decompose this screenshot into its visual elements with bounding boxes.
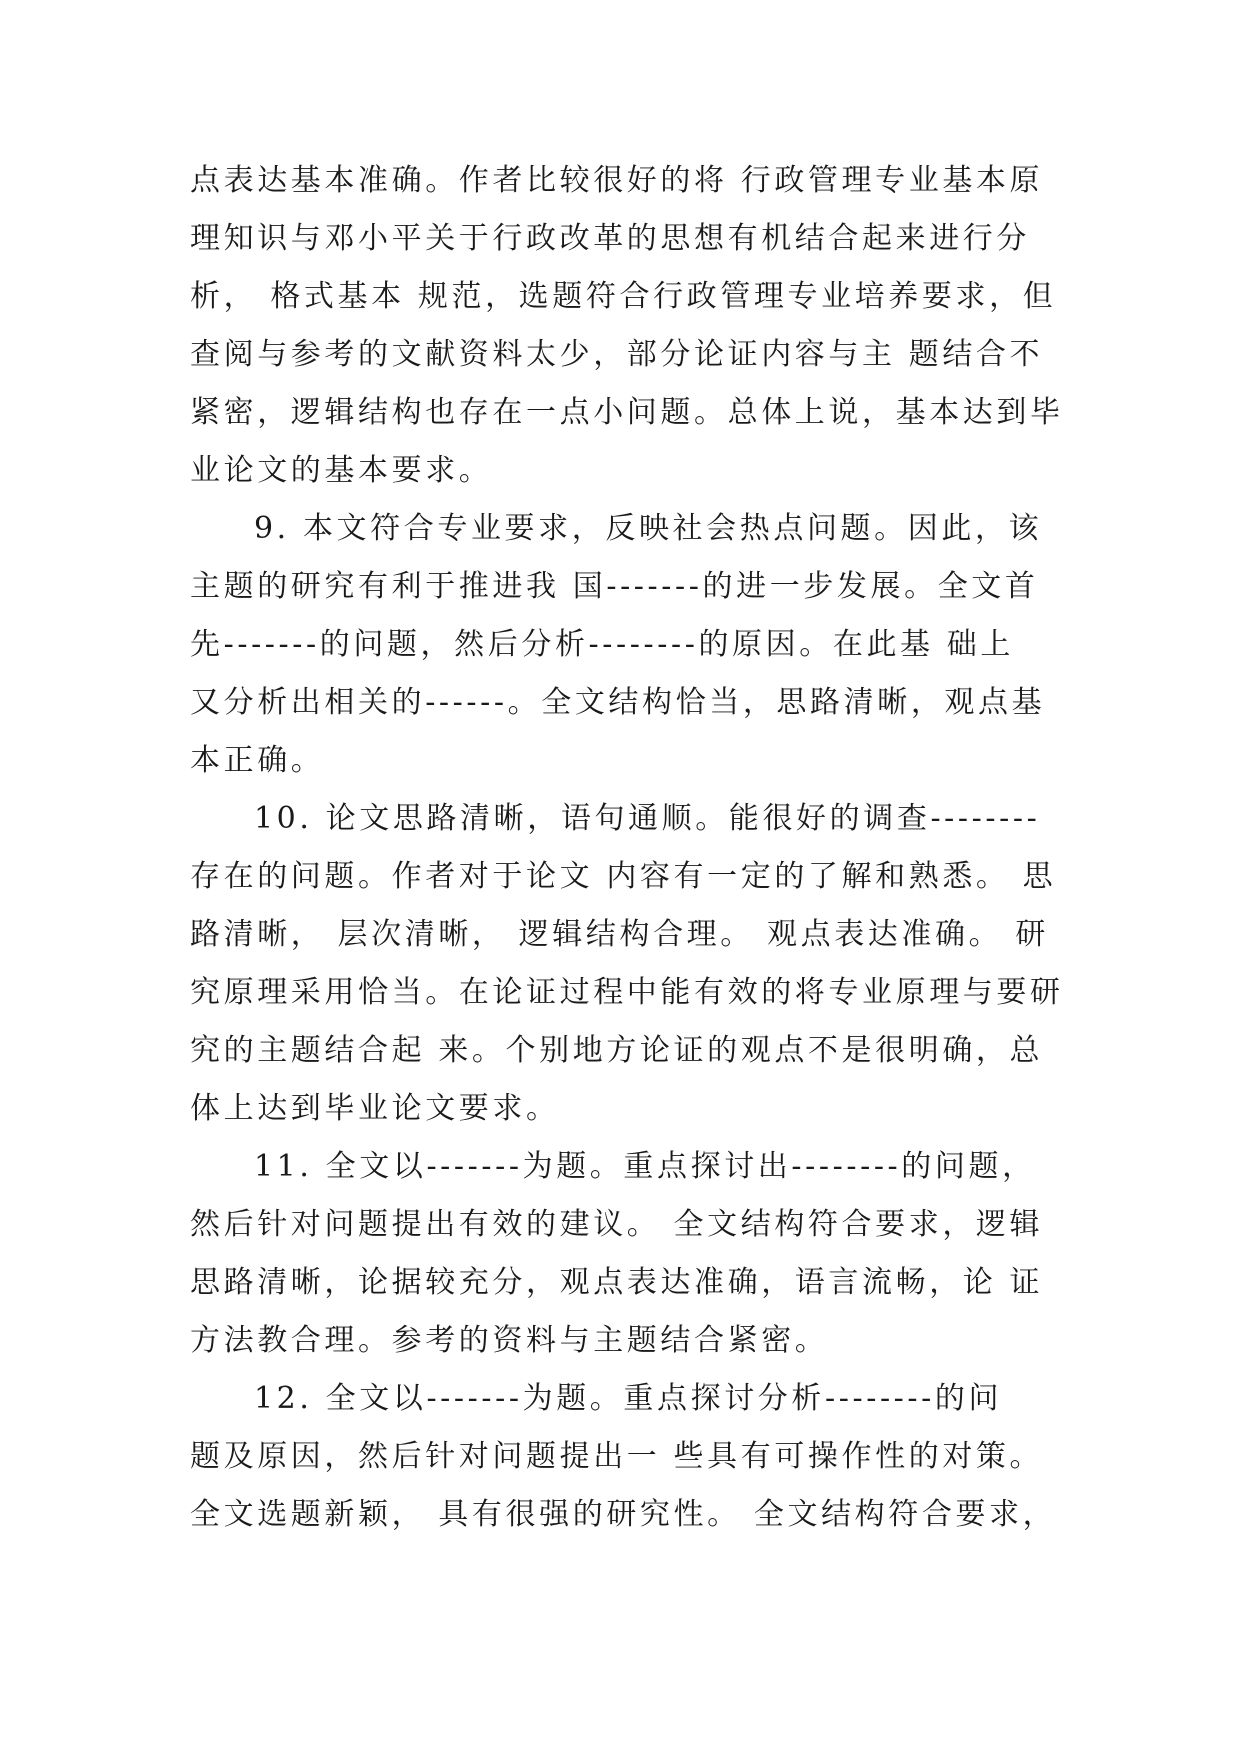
text-line: 查阅与参考的文献资料太少，部分论证内容与主 题结合不 [190,337,1044,372]
text-line: 先-------的问题，然后分析--------的原因。在此基 础上 [190,627,1014,662]
text-line: 究的主题结合起 来。个别地方论证的观点不是很明确，总 [190,1033,1044,1068]
text-line: 10. 论文思路清晰，语句通顺。能很好的调查-------- [254,801,1041,836]
text-line: 存在的问题。作者对于论文 内容有一定的了解和熟悉。 思 [190,859,1057,894]
text-line: 11. 全文以-------为题。重点探讨出--------的问题， [254,1149,1036,1184]
text-line: 又分析出相关的------。全文结构恰当，思路清晰，观点基 [190,685,1046,720]
text-line: 本正确。 [190,743,325,778]
text-line: 主题的研究有利于推进我 国-------的进一步发展。全文首 [190,569,1039,604]
text-line: 体上达到毕业论文要求。 [190,1091,560,1126]
text-line: 9. 本文符合专业要求，反映社会热点问题。因此，该 [254,511,1043,546]
text-line: 析， 格式基本 规范，选题符合行政管理专业培养要求，但 [190,279,1057,314]
text-line: 题及原因，然后针对问题提出一 些具有可操作性的对策。 [190,1439,1044,1474]
text-line: 思路清晰，论据较充分，观点表达准确，语言流畅，论 证 [190,1265,1044,1300]
text-line: 究原理采用恰当。在论证过程中能有效的将专业原理与要研 [190,975,1064,1010]
text-line: 业论文的基本要求。 [190,453,493,488]
text-line: 紧密，逻辑结构也存在一点小问题。总体上说，基本达到毕 [190,395,1064,430]
document-page [190,152,1064,1544]
text-line: 点表达基本准确。作者比较很好的将 行政管理专业基本原 [190,163,1044,198]
text-line: 然后针对问题提出有效的建议。 全文结构符合要求，逻辑 [190,1207,1044,1242]
text-line: 方法教合理。参考的资料与主题结合紧密。 [190,1323,829,1358]
text-line: 12. 全文以-------为题。重点探讨分析--------的问 [254,1381,1003,1416]
text-line: 全文选题新颖， 具有很强的研究性。 全文结构符合要求， [190,1497,1057,1532]
text-line: 理知识与邓小平关于行政改革的思想有机结合起来进行分 [190,221,1030,256]
text-line: 路清晰， 层次清晰， 逻辑结构合理。 观点表达准确。 研 [190,917,1049,952]
